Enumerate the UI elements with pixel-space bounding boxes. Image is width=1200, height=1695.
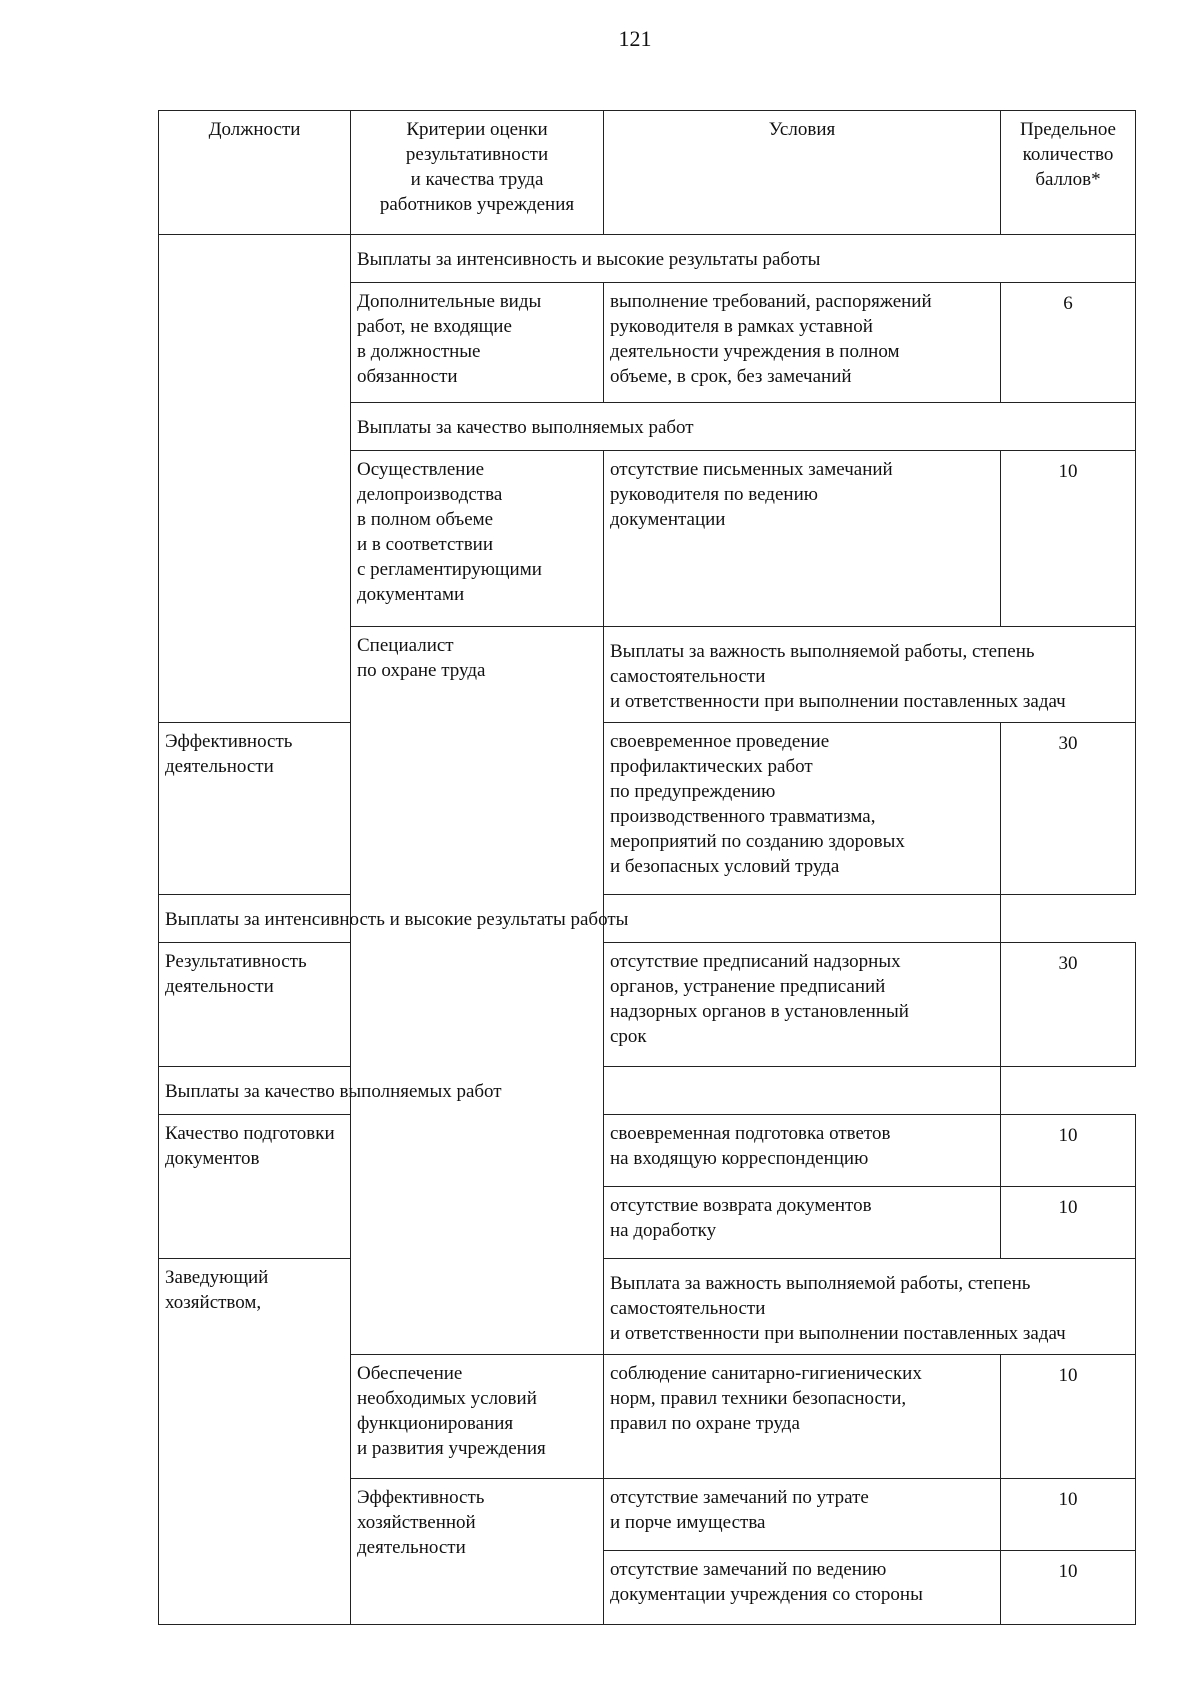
points-cell: 30 xyxy=(1001,723,1136,895)
criterion-cell: Обеспечение необходимых условий функционирования и развития учреждения xyxy=(351,1355,604,1479)
criterion-cell: Результативность деятельности xyxy=(159,943,351,1067)
condition-cell: отсутствие возврата документов на доработку xyxy=(604,1187,1001,1259)
header-conditions: Условия xyxy=(604,111,1001,235)
condition-cell: отсутствие письменных замечаний руководителя по ведению документации xyxy=(604,451,1001,627)
header-position: Должности xyxy=(159,111,351,235)
section-row: Выплаты за важность выполняемой работы, степень самостоятельности и ответственности при выполнении поставленных задач xyxy=(604,627,1136,723)
section-row: Выплаты за интенсивность и высокие результаты работы xyxy=(351,235,1136,283)
points-cell: 10 xyxy=(1001,1115,1136,1187)
condition-cell: своевременное проведение профилактических работ по предупреждению производственного травматизма, мероприятий по созданию здоровых и безопасных условий труда xyxy=(604,723,1001,895)
position-cell-continued xyxy=(159,235,351,723)
page-number: 121 xyxy=(618,26,652,51)
points-cell: 6 xyxy=(1001,283,1136,403)
points-cell: 10 xyxy=(1001,1187,1136,1259)
condition-cell: отсутствие замечаний по утрате и порче имущества xyxy=(604,1479,1001,1551)
condition-cell: отсутствие предписаний надзорных органов, устранение предписаний надзорных органов в установленный срок xyxy=(604,943,1001,1067)
points-cell: 30 xyxy=(1001,943,1136,1067)
condition-cell: соблюдение санитарно-гигиенических норм, правил техники безопасности, правил по охране труда xyxy=(604,1355,1001,1479)
header-points: Предельное количество баллов* xyxy=(1001,111,1136,235)
points-cell: 10 xyxy=(1001,1355,1136,1479)
condition-cell: отсутствие замечаний по ведению документации учреждения со стороны xyxy=(604,1551,1001,1625)
section-row: Выплаты за качество выполняемых работ xyxy=(159,1067,1001,1115)
position-cell: Специалист по охране труда xyxy=(351,627,604,1355)
criterion-cell: Дополнительные виды работ, не входящие в должностные обязанности xyxy=(351,283,604,403)
criterion-cell: Осуществление делопроизводства в полном объеме и в соответствии с регламентирующими документами xyxy=(351,451,604,627)
header-criteria: Критерии оценки результативности и качества труда работников учреждения xyxy=(351,111,604,235)
condition-cell: своевременная подготовка ответов на входящую корреспонденцию xyxy=(604,1115,1001,1187)
section-row: Выплата за важность выполняемой работы, степень самостоятельности и ответственности при выполнении поставленных задач xyxy=(604,1259,1136,1355)
points-cell: 10 xyxy=(1001,1551,1136,1625)
criterion-cell: Эффективность деятельности xyxy=(159,723,351,895)
section-row: Выплаты за качество выполняемых работ xyxy=(351,403,1136,451)
condition-cell: выполнение требований, распоряжений руководителя в рамках уставной деятельности учреждения в полном объеме, в срок, без замечаний xyxy=(604,283,1001,403)
criteria-table xyxy=(158,110,1136,1625)
position-cell: Заведующий хозяйством, xyxy=(159,1259,351,1625)
criterion-cell: Эффективность хозяйственной деятельности xyxy=(351,1479,604,1625)
section-row: Выплаты за интенсивность и высокие результаты работы xyxy=(159,895,1001,943)
criterion-cell: Качество подготовки документов xyxy=(159,1115,351,1259)
points-cell: 10 xyxy=(1001,1479,1136,1551)
points-cell: 10 xyxy=(1001,451,1136,627)
